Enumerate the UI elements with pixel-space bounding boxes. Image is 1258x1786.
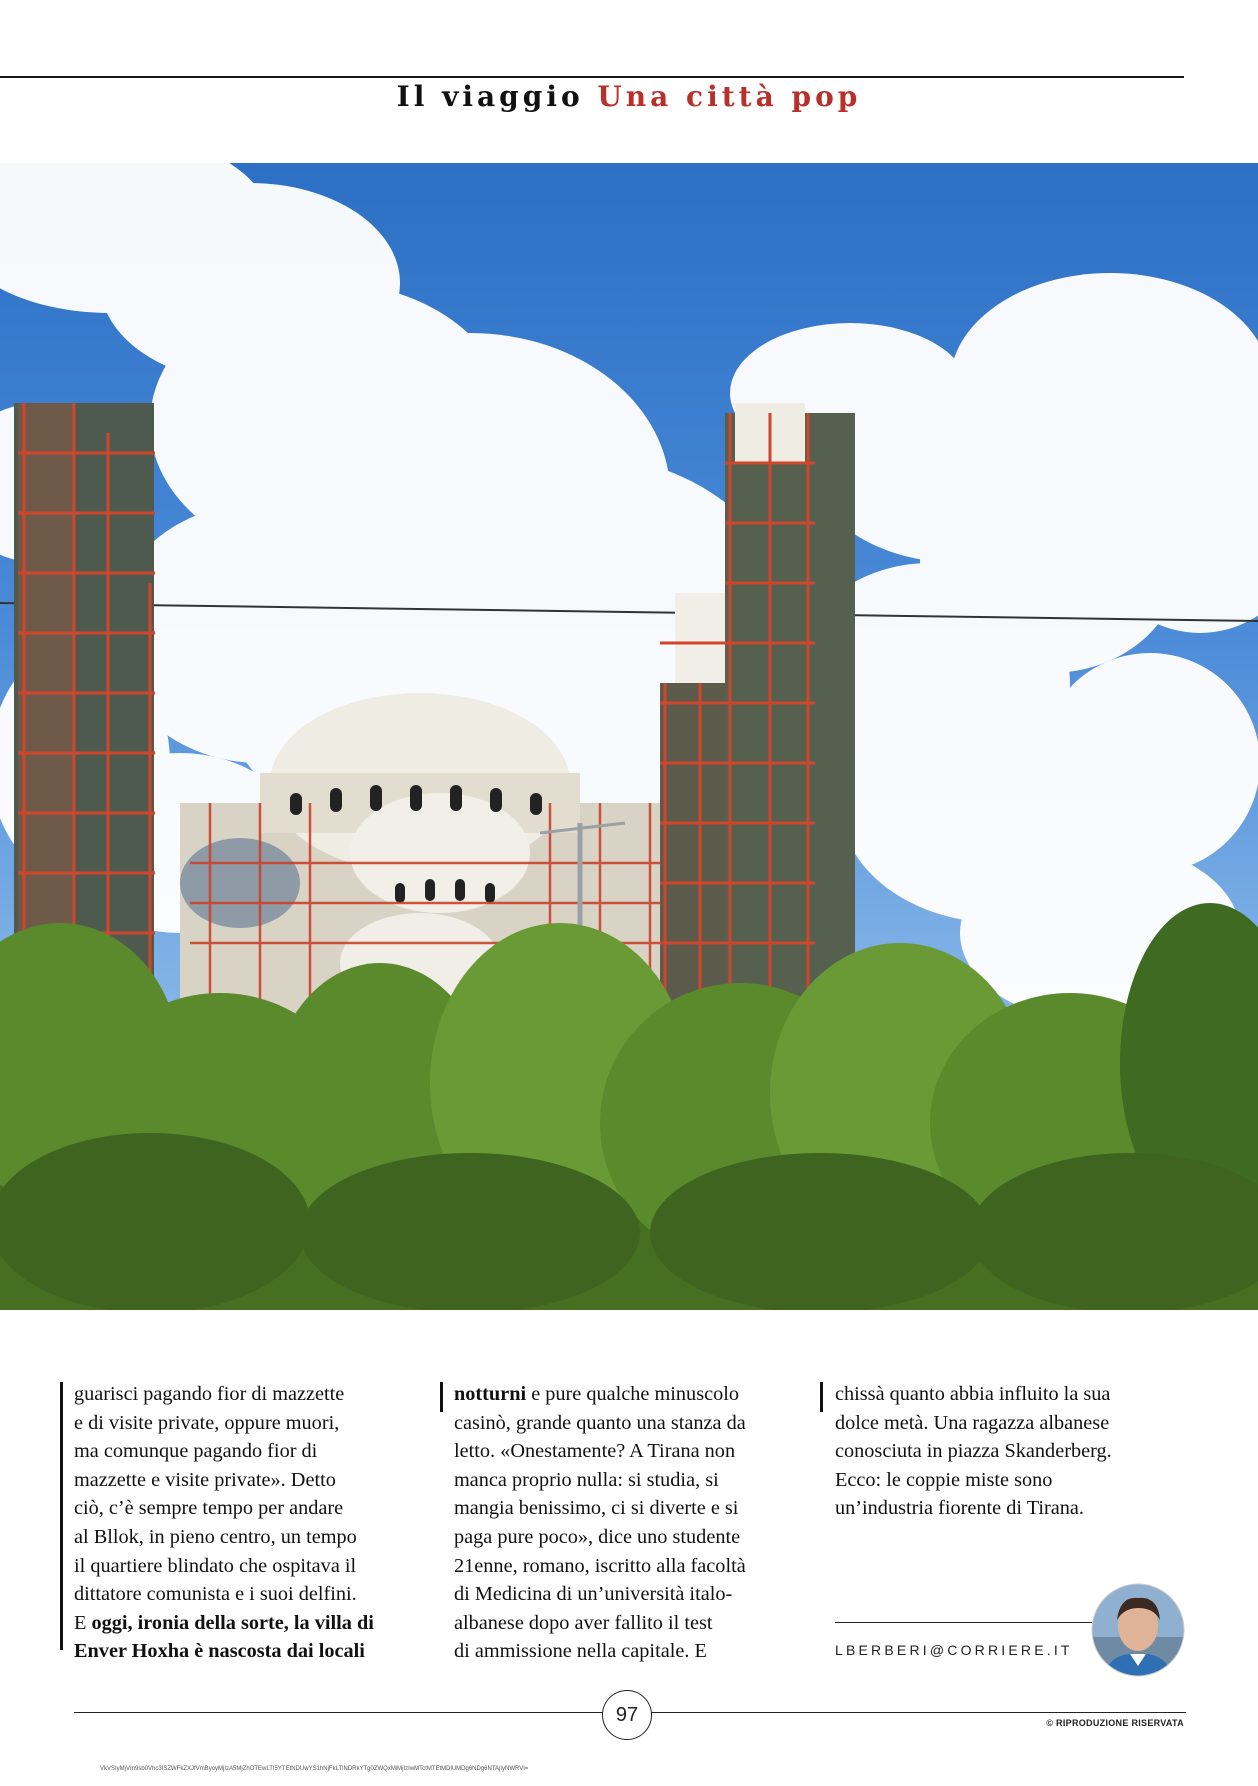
col2-line: letto. «Onestamente? A Tirana non <box>454 1440 736 1463</box>
article-column-2 <box>454 1380 806 1666</box>
kicker-section: Il viaggio <box>396 80 584 113</box>
rights-notice: © RIPRODUZIONE RISERVATA <box>1046 1718 1184 1728</box>
col3-line: chissà quanto abbia influito la sua <box>835 1383 1111 1405</box>
author-portrait-icon <box>1090 1582 1186 1678</box>
column-rule-1 <box>60 1382 63 1650</box>
col3-line: un’industria fiorente di Tirana. <box>835 1497 1084 1520</box>
col2-line: mangia benissimo, ci si diverte e si <box>454 1497 739 1520</box>
col1-line: e di visite private, oppure muori, <box>74 1411 340 1434</box>
col1-line: al Bllok, in pieno centro, un tempo <box>74 1525 357 1548</box>
col3-line: Ecco: le coppie miste sono <box>835 1468 1053 1491</box>
article-column-3 <box>835 1380 1175 1523</box>
col3-line: dolce metà. Una ragazza albanese <box>835 1411 1110 1434</box>
col2-line: di Medicina di un’università italo- <box>454 1583 733 1606</box>
col2-bold-start: notturni <box>454 1383 527 1405</box>
col3-line: conosciuta in piazza Skanderberg. <box>835 1440 1112 1463</box>
col1-bold-text: oggi, ironia della sorte, la villa di <box>91 1611 374 1634</box>
author-email[interactable]: LBERBERI@CORRIERE.IT <box>835 1642 1073 1658</box>
page-number: 97 <box>602 1690 652 1740</box>
col1-line <box>74 1609 422 1638</box>
col1-line: dittatore comunista e i suoi delfini. <box>74 1583 357 1606</box>
top-rule <box>0 76 1184 78</box>
col2-line: albanese dopo aver fallito il test <box>454 1611 713 1634</box>
col1-line <box>74 1637 422 1666</box>
col2-line <box>454 1380 806 1409</box>
col2-line: manca proprio nulla: si studia, si <box>454 1468 719 1491</box>
col1-line: il quartiere blindato che ospitava il <box>74 1554 357 1577</box>
article-column-1 <box>74 1380 422 1666</box>
col1-line: ma comunque pagando fior di <box>74 1440 318 1463</box>
col1-line: mazzette e visite private». Detto <box>74 1468 336 1491</box>
col1-line-start: E <box>74 1611 92 1634</box>
col1-line: guarisci pagando fior di mazzette <box>74 1383 345 1405</box>
col1-line: ciò, c’è sempre tempo per andare <box>74 1497 344 1520</box>
col2-line: paga pure poco», dice uno studente <box>454 1525 741 1548</box>
tracking-code: VkVSIyMjVm9sb0Vhc3ISZWFkZXJfVmByoyMjIzA5MjZhOTEwLTI5YTEtNDUwYS1hNjFkLTlNDRkYTg0ZWQxMiMjIzIwMTctMTEtMDlUMDg6NDg6NTAjIyNWRVI= <box>100 1766 529 1772</box>
column-rule-2 <box>440 1382 443 1412</box>
author-avatar <box>1090 1582 1186 1678</box>
kicker-title: Una città pop <box>597 80 862 113</box>
col2-line: casinò, grande quanto una stanza da <box>454 1411 746 1434</box>
col2-line: 21enne, romano, iscritto alla facoltà <box>454 1554 746 1577</box>
author-rule <box>835 1622 1095 1623</box>
mosque-illustration <box>0 163 1258 1310</box>
col2-first-rest: e pure qualche minuscolo <box>526 1383 740 1405</box>
col1-bold-text-last: Enver Hoxha è nascosta dai locali <box>74 1640 365 1663</box>
section-kicker <box>0 80 1258 113</box>
column-rule-3 <box>820 1382 823 1412</box>
mosque-photo <box>0 163 1258 1310</box>
col2-line: di ammissione nella capitale. E <box>454 1640 707 1663</box>
